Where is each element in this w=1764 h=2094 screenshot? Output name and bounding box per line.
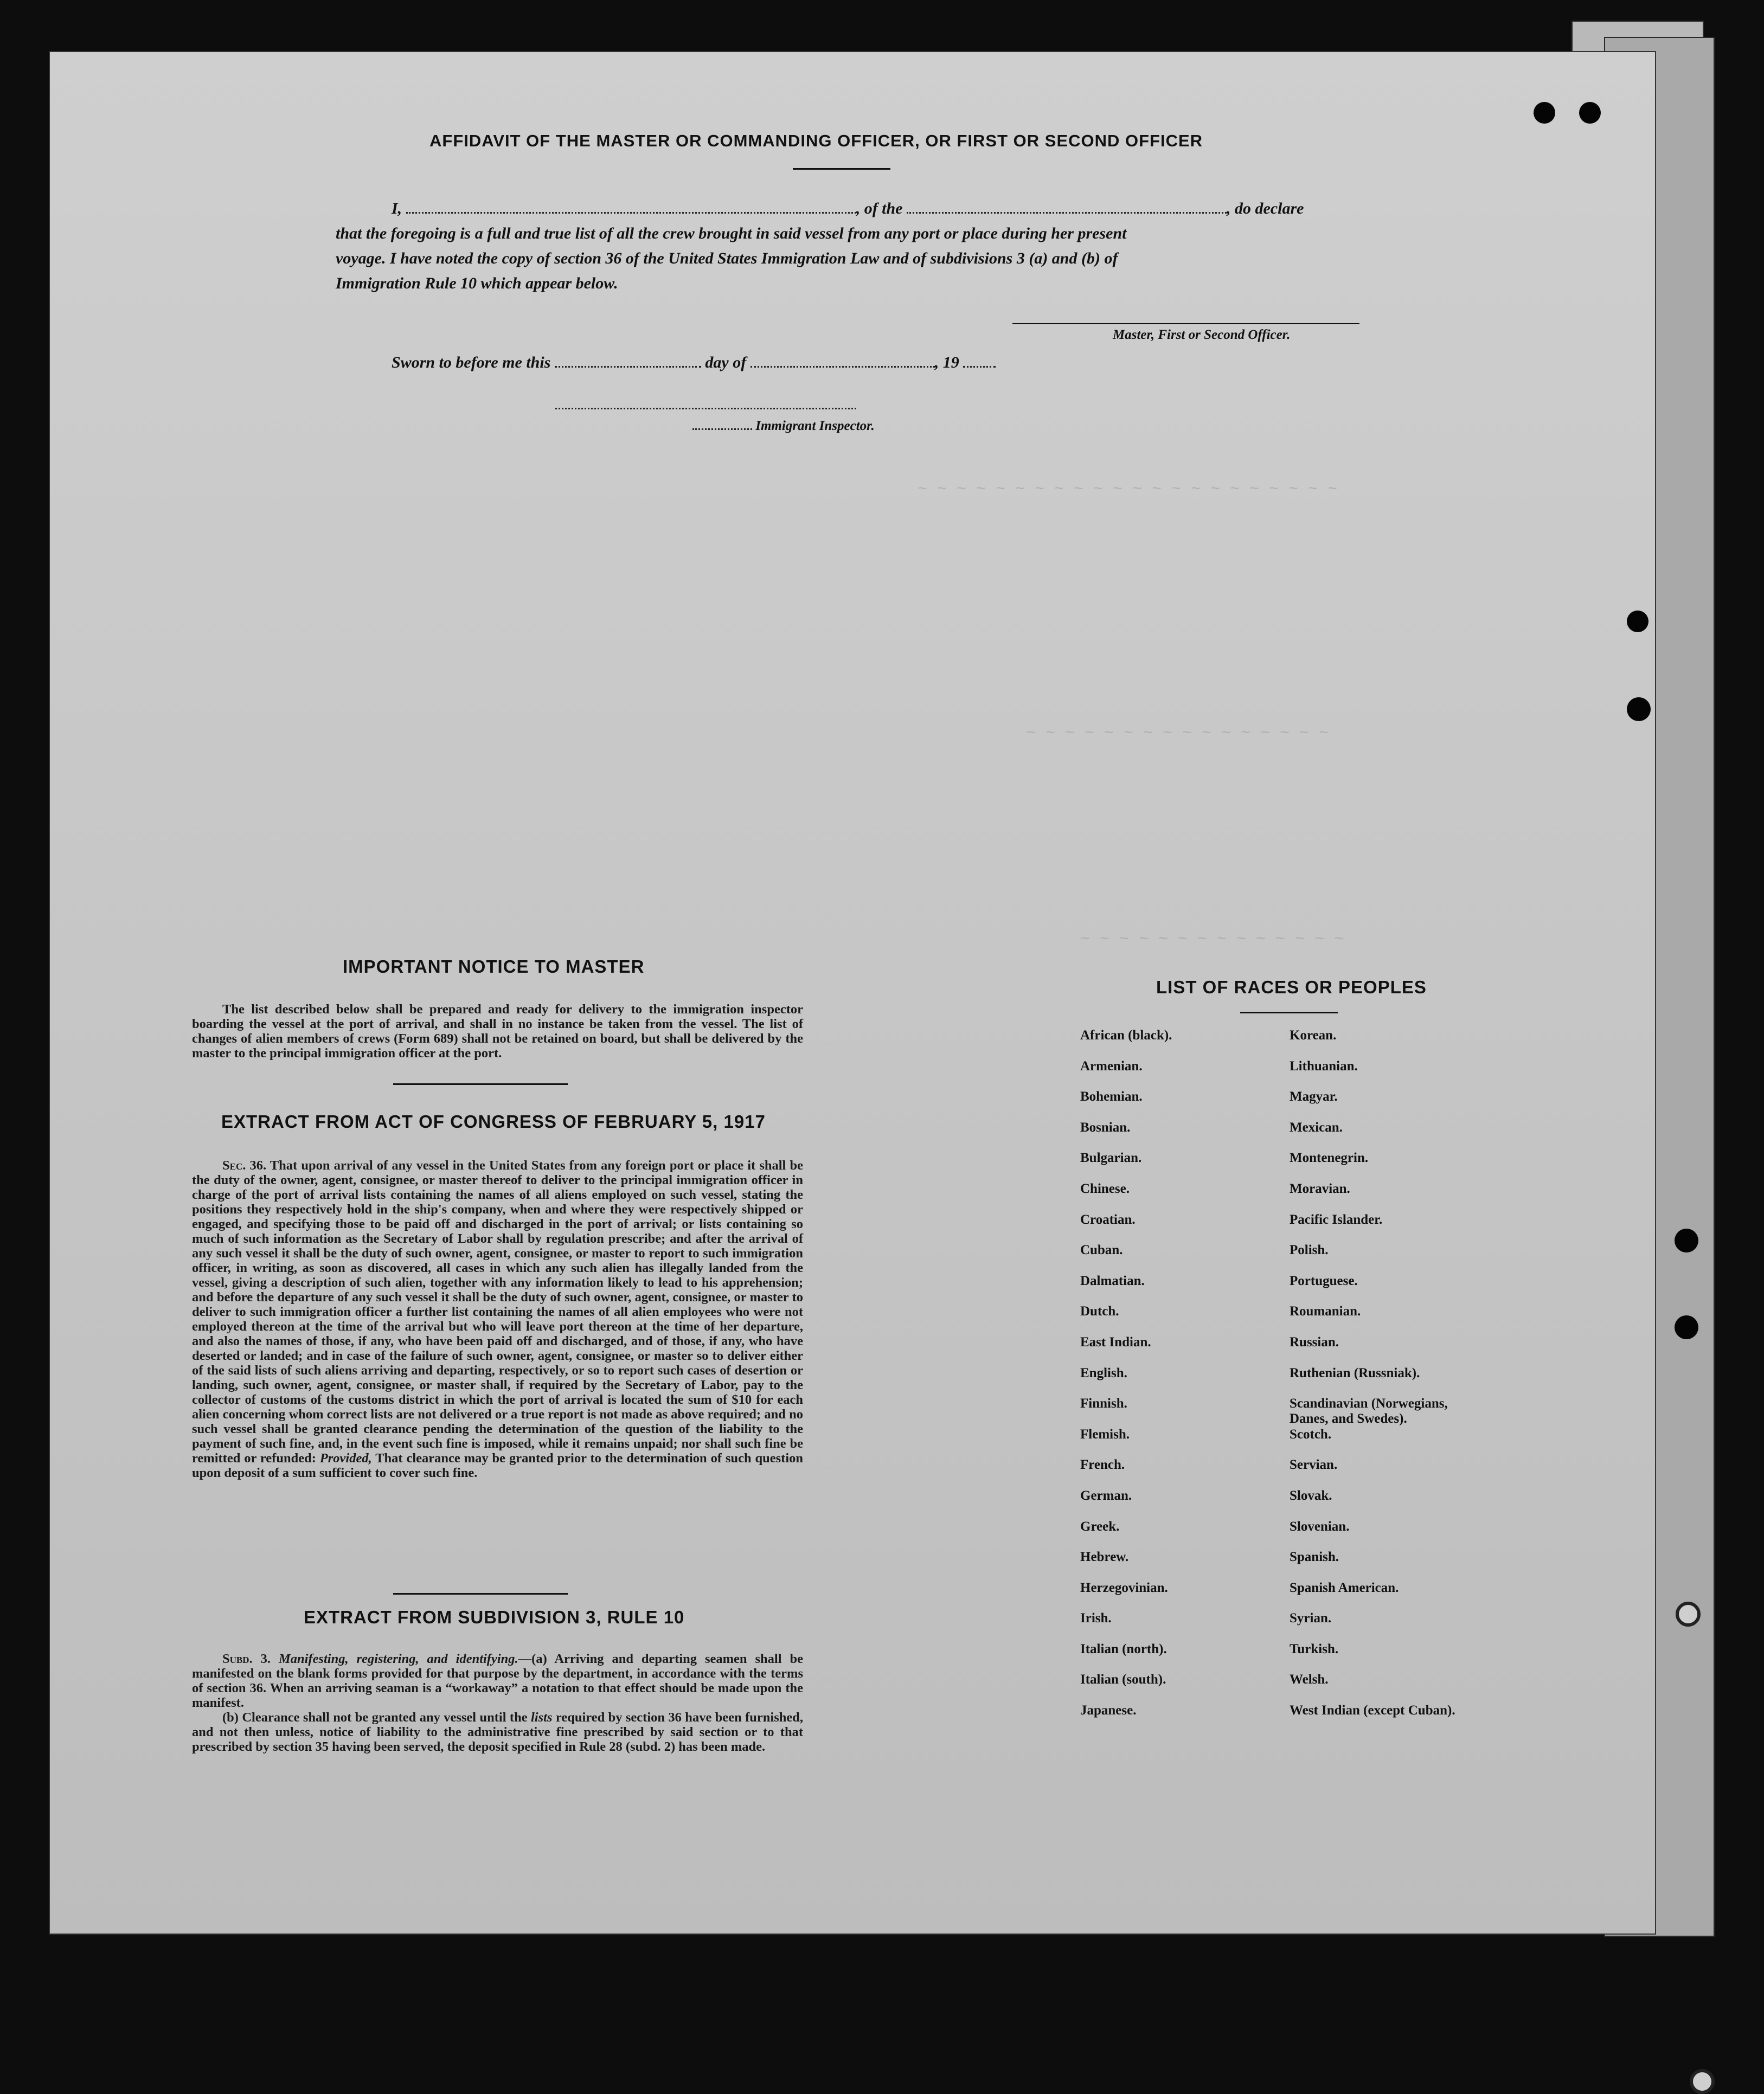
race-item: Russian. <box>1290 1334 1339 1350</box>
races-rule <box>1240 1012 1338 1013</box>
rule-text-b-start: (b) Clearance shall not be granted any vessel until the <box>222 1710 528 1725</box>
race-item: Irish. <box>1080 1611 1112 1626</box>
races-title: LIST OF RACES OR PEOPLES <box>1156 977 1427 997</box>
race-item: Dutch. <box>1080 1304 1119 1319</box>
sworn-month-field[interactable] <box>750 366 935 368</box>
race-item: Greek. <box>1080 1519 1120 1534</box>
inspector-dots <box>692 428 752 430</box>
race-item: Roumanian. <box>1290 1304 1361 1319</box>
race-item: Italian (south). <box>1080 1672 1166 1687</box>
year-label: , 19 <box>934 354 959 371</box>
race-item: Portuguese. <box>1290 1273 1358 1288</box>
act-text <box>192 1158 803 1480</box>
race-item: African (black). <box>1080 1028 1172 1043</box>
race-item: Bulgarian. <box>1080 1151 1142 1166</box>
race-item: Montenegrin. <box>1290 1151 1369 1166</box>
declarant-label: I, <box>392 200 402 217</box>
race-item: Hebrew. <box>1080 1550 1129 1565</box>
declare-label: , do declare <box>1227 200 1304 217</box>
race-item: Cuban. <box>1080 1243 1123 1258</box>
race-item: West Indian (except Cuban). <box>1290 1703 1455 1718</box>
race-item: Korean. <box>1290 1028 1337 1043</box>
race-item: Scandinavian (Norwegians, Danes, and Swedes). <box>1290 1396 1448 1427</box>
affidavit-line-4: Immigration Rule 10 which appear below. <box>336 274 618 292</box>
notice-text: The list described below shall be prepared and ready for delivery to the immigration inspector boarding the vessel at the port of arrival, and shall in no instance be taken from the vessel. The list of changes of alien members of crews (Form 689) shall not be retained on board, but shall be delivered by the master to the principal immigration officer at the port. <box>192 1002 803 1061</box>
race-item: Japanese. <box>1080 1703 1137 1718</box>
race-item: French. <box>1080 1457 1125 1473</box>
rule-text-b-lists: lists <box>531 1710 553 1725</box>
race-item: Chinese. <box>1080 1181 1130 1196</box>
sworn-day-field[interactable] <box>555 366 701 368</box>
race-item: Slovak. <box>1290 1488 1332 1503</box>
bleed-through-text: ~ ~ ~ ~ ~ ~ ~ ~ ~ ~ ~ ~ ~ ~ ~ ~ ~ ~ ~ ~ ~ ~ <box>918 480 1338 499</box>
race-item: Finnish. <box>1080 1396 1127 1411</box>
act-section-label: Sec. 36. <box>222 1158 267 1173</box>
punch-hole <box>1627 611 1648 632</box>
signature-caption: Master, First or Second Officer. <box>1113 327 1291 342</box>
punch-hole <box>1627 697 1651 721</box>
day-of-label: day of <box>705 354 747 371</box>
form-page <box>50 52 1655 1934</box>
race-item: East Indian. <box>1080 1334 1151 1350</box>
punch-ring <box>1676 1602 1701 1627</box>
rule-text-a <box>192 1652 803 1710</box>
race-item: Syrian. <box>1290 1611 1332 1626</box>
affidavit-line-1 <box>392 200 1304 218</box>
rule-subd-label: Subd. 3. <box>222 1652 271 1666</box>
race-item: Scotch. <box>1290 1427 1332 1442</box>
declarant-name-field[interactable] <box>406 212 856 214</box>
affidavit-line-2: that the foregoing is a full and true list of all the crew brought in said vessel from any port or place during her present <box>336 224 1127 242</box>
bleed-through-text: ~ ~ ~ ~ ~ ~ ~ ~ ~ ~ ~ ~ ~ ~ ~ ~ <box>1026 724 1329 743</box>
race-item: Pacific Islander. <box>1290 1212 1383 1227</box>
race-item: Bohemian. <box>1080 1089 1143 1104</box>
race-item: Lithuanian. <box>1290 1058 1358 1074</box>
punch-ring <box>1690 2069 1715 2094</box>
affidavit-title: AFFIDAVIT OF THE MASTER OR COMMANDING OFFICER, OR FIRST OR SECOND OFFICER <box>429 131 1203 150</box>
race-item: Croatian. <box>1080 1212 1136 1227</box>
race-item: Flemish. <box>1080 1427 1130 1442</box>
race-item: Italian (north). <box>1080 1641 1167 1656</box>
act-title: EXTRACT FROM ACT OF CONGRESS OF FEBRUARY 5, 1917 <box>221 1112 766 1132</box>
affidavit-rule <box>793 168 890 170</box>
signature-line[interactable] <box>1012 323 1359 324</box>
vessel-label: , of the <box>856 200 903 217</box>
rule-text-b-end: required by section 36 have been furnished, and not then unless, notice of liability to the administrative fine prescribed by said section or to that prescribed by section 35 having been served, the deposit specified in Rule 28 (subd. 2) has been made. <box>192 1710 803 1754</box>
races-column-2 <box>1290 1028 1485 1734</box>
race-item: Armenian. <box>1080 1058 1143 1074</box>
inspector-signature-line[interactable] <box>555 408 856 409</box>
race-item: Welsh. <box>1290 1672 1329 1687</box>
inspector-caption <box>692 419 875 434</box>
affidavit-line-3: voyage. I have noted the copy of section 36 of the United States Immigration Law and of subdivisions 3 (a) and (b) of <box>336 249 1118 267</box>
race-item: Bosnian. <box>1080 1120 1131 1135</box>
act-provided-label: Provided, <box>319 1451 372 1466</box>
punch-hole <box>1675 1315 1698 1339</box>
race-item: Spanish. <box>1290 1550 1339 1565</box>
sworn-label: Sworn to before me this <box>392 354 551 371</box>
rule-text-a-body: —(a) Arriving and departing seamen shall be manifested on the blank forms provided for that purpose by the department, in accordance with the terms of section 36. When an arriving seaman is a “workaway” a notation to that effect should be made upon the manifest. <box>192 1652 803 1710</box>
notice-title: IMPORTANT NOTICE TO MASTER <box>343 956 645 977</box>
vessel-name-field[interactable] <box>907 212 1227 214</box>
race-item: Magyar. <box>1290 1089 1338 1104</box>
sworn-line <box>392 354 996 372</box>
act-divider <box>393 1593 568 1595</box>
race-item: Mexican. <box>1290 1120 1343 1135</box>
race-item: Dalmatian. <box>1080 1273 1145 1288</box>
act-section-end: That clearance may be granted prior to the determination of such question upon deposit of a sum sufficient to cover such fine. <box>192 1451 803 1480</box>
notice-divider <box>393 1083 568 1085</box>
races-column-1 <box>1080 1028 1265 1734</box>
race-item: German. <box>1080 1488 1132 1503</box>
rule-text-b <box>192 1710 803 1754</box>
race-item: Slovenian. <box>1290 1519 1350 1534</box>
punch-hole <box>1534 102 1555 124</box>
race-item: Servian. <box>1290 1457 1338 1473</box>
punch-hole <box>1675 1229 1698 1252</box>
inspector-caption-text: Immigrant Inspector. <box>755 419 875 433</box>
race-item: Polish. <box>1290 1243 1329 1258</box>
rule-subd-heading: Manifesting, registering, and identifying. <box>278 1652 518 1666</box>
race-item: Turkish. <box>1290 1641 1339 1656</box>
sworn-year-field[interactable] <box>963 366 996 368</box>
punch-hole <box>1579 102 1601 124</box>
race-item: Ruthenian (Russniak). <box>1290 1365 1420 1380</box>
act-section-body: That upon arrival of any vessel in the United States from any foreign port or place it shall be the duty of the owner, agent, consignee, or master thereof to deliver to the principal immigration officer in charge of the port of arrival lists containing the names of all aliens employed on such vessel, stating the positions they respectively hold in the ship's company, when and where they were respectively shipped or engaged, and specifying those to be paid off and discharged in the port of arrival; or lists containing so much of such information as the Secretary of Labor shall by regulation prescribe; and after the arrival of any such vessel it shall be the duty of such owner, agent, consignee, or master to report to such immigration officer, in writing, as soon as discovered, all cases in which any such alien has illegally landed from the vessel, giving a description of such alien, together with any information likely to lead to his apprehension; and before the departure of any such vessel it shall be the duty of such owner, agent, consignee, or master to deliver to such immigration officer a further list containing the names of all alien employees who were not employed thereon at the time of the arrival but who will leave port thereon at the time of her departure, and also the names of those, if any, who have been paid off and discharged, and of those, if any, who have deserted or landed; and in case of the failure of such owner, agent, consignee, or master so to deliver either of the said lists of such aliens arriving and departing, respectively, or so to report such cases of desertion or landing, such owner, agent, consignee, or master shall, if required by the Secretary of Labor, pay to the collector of customs of the customs district in which the port of arrival is located the sum of $10 for each alien concerning whom correct lists are not delivered or a true report is not made as above required; and no such vessel shall be granted clearance pending the determination of the question of the liability to the payment of such fine, and, in the event such fine is imposed, while it remains unpaid; nor shall such fine be remitted or refunded: <box>192 1158 803 1466</box>
rule-title: EXTRACT FROM SUBDIVISION 3, RULE 10 <box>304 1607 685 1627</box>
race-item: Herzegovinian. <box>1080 1580 1168 1595</box>
race-item: English. <box>1080 1365 1127 1380</box>
bleed-through-text: ~ ~ ~ ~ ~ ~ ~ ~ ~ ~ ~ ~ ~ ~ <box>1080 930 1344 949</box>
race-item: Spanish American. <box>1290 1580 1399 1595</box>
race-item: Moravian. <box>1290 1181 1350 1196</box>
